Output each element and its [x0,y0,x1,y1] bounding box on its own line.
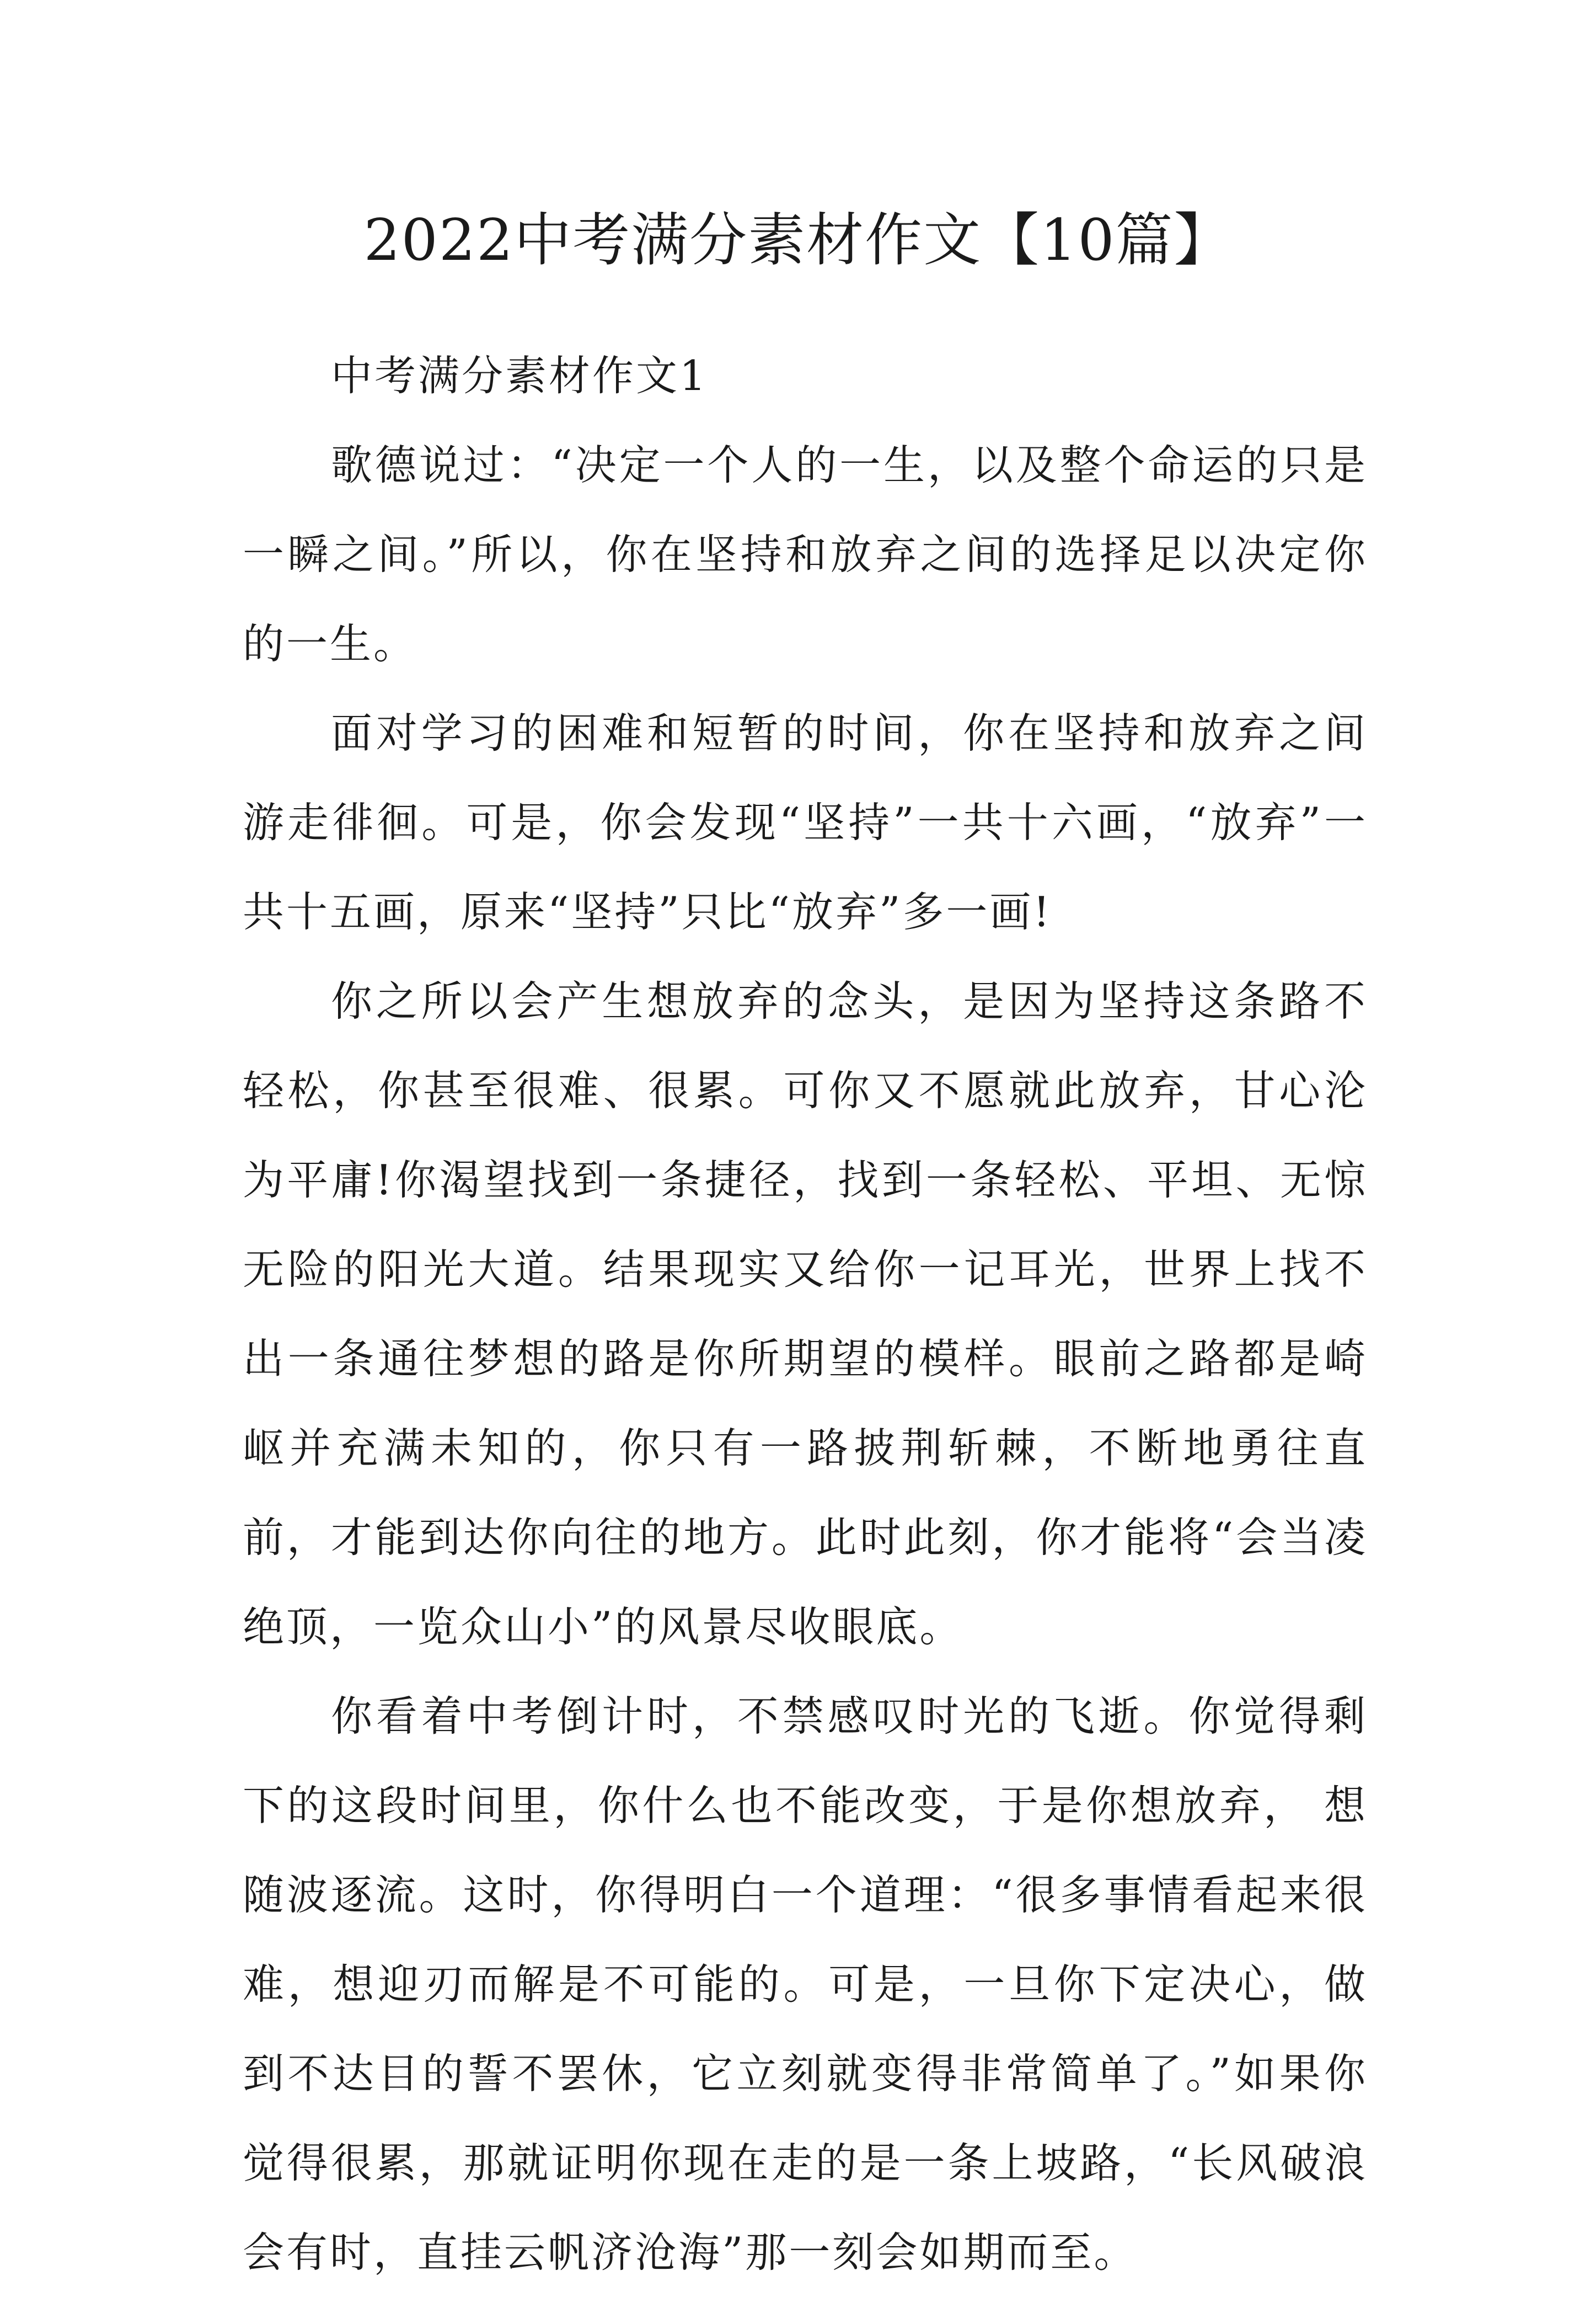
document-body [243,331,1368,2297]
paragraph-4: 你看着中考倒计时，不禁感叹时光的飞逝。你觉得剩下的这段时间里，你什么也不能改变，于是你想放弃， 想随波逐流。这时，你得明白一个道理：“很多事情看起来很难，想迎刃而解是不可能的。可是，一旦你下定决心，做到不达目的誓不罢休，它立刻就变得非常简单了。”如果你觉得很累，那就证明你现在走的是一条上坡路，“长风破浪会有时，直挂云帆济沧海”那一刻会如期而至。 [243,1692,1368,2277]
paragraph-1: 歌德说过：“决定一个人的一生，以及整个命运的只是一瞬之间。”所以，你在坚持和放弃之间的选择足以决定你的一生。 [243,441,1368,668]
paragraph-3: 你之所以会产生想放弃的念头，是因为坚持这条路不轻松，你甚至很难、很累。可你又不愿就此放弃，甘心沦为平庸!你渴望找到一条捷径，找到一条轻松、平坦、无惊无险的阳光大道。结果现实又给你一记耳光，世界上找不出一条通往梦想的路是你所期望的模样。眼前之路都是崎岖并充满未知的，你只有一路披荆斩棘，不断地勇往直前，才能到达你向往的地方。此时此刻，你才能将“会当凌绝顶，一览众山小”的风景尽收眼底。 [243,977,1368,1651]
paragraph-2: 面对学习的困难和短暂的时间，你在坚持和放弃之间游走徘徊。可是，你会发现“坚持”一共十六画，“放弃”一共十五画，原来“坚持”只比“放弃”多一画! [243,709,1368,936]
document-title: 2022中考满分素材作文【10篇】 [363,206,1233,274]
section-heading: 中考满分素材作文1 [331,351,708,400]
